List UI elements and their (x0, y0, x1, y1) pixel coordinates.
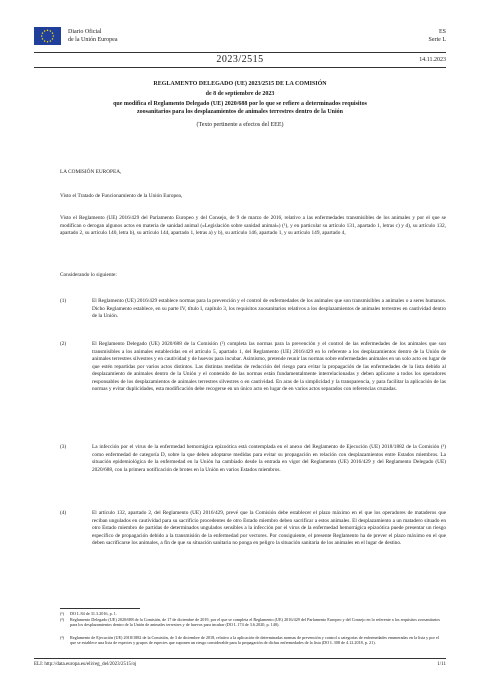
regulation-subject-line2: zoosanitarios para los desplazamientos de animales terrestres dentro de la Unión (137, 109, 343, 115)
journal-name-line2: de la Unión Europea (68, 37, 118, 43)
recital-text: El Reglamento Delegado (UE) 2020/688 de la Comisión (²) completa las normas para la prevención y el control de las enfermedades de los animales que son transmisibles a los animales establecidas en el artículo 5, apartado 1, del Reglamento (UE) 2016/429 en lo referente a los desplazamientos dentro de la Unión de animales terrestres silvestres y en cautividad y de huevos para incubar. Asimismo, pretende reunir las normas sobre enfermedades animales en un solo acto en lugar de que estén repartidas por varios actos distintos. Las distintas medidas de reducción del riesgo para evitar la propagación de las enfermedades de la lista debido al desplazamiento de animales dentro de la Unión y el contenido de las normas están fundamentalmente interrelacionadas y deben aplicarse a todos los operadores responsables de los desplazamientos de animales terrestres silvestres o en cautividad. En aras de la simplicidad y la transparencia, y para facilitar la aplicación de las normas y evitar duplicidades, esta modificación debe recogerse en un único acto en lugar de en varios actos separados con referencias cruzadas. (92, 341, 446, 392)
eu-flag-icon (34, 27, 61, 45)
regulation-date: de 8 de septiembre de 2023 (205, 91, 275, 97)
journal-name-line1: Diario Oficial (68, 29, 102, 35)
title-rule (34, 67, 446, 68)
document-number: 2023/2515 (216, 54, 264, 65)
eee-note: (Texto pertinente a efectos del EEE) (196, 122, 284, 128)
journal-name (68, 28, 117, 44)
footnote-text: Reglamento Delegado (UE) 2020/688 de la Comisión, de 17 de diciembre de 2019, por el que se completa el Reglamento (UE) 2016/429 del Parlamento Europeo y del Consejo en lo referente a los requisitos zoosanitarios para los desplazamientos dentro de la Unión de animales terrestres y de huevos para incubar (DO L 174 de 3.6.2020, p. 140). (70, 617, 441, 628)
publication-date: 14.11.2023 (419, 57, 446, 63)
journal-series (429, 28, 447, 44)
footnote-text: Reglamento de Ejecución (UE) 2018/1882 de la Comisión, de 3 de diciembre de 2018, relativo a la aplicación de determinadas normas de prevención y control a categorías de enfermedades enumeradas en la lista y por el que se establece una lista de especies y grupos de especies que suponen un riesgo considerable para la propagación de dichas enfermedades de la lista (DO L 308 de 4.12.2018, p. 21). (70, 635, 439, 646)
language-code: ES (438, 29, 446, 35)
recital-text: El artículo 132, apartado 2, del Reglamento (UE) 2016/429, prevé que la Comisión debe establecer el plazo máximo en el que los operadores de mataderos que reciban ungulados en cautividad para su sacrificio procedentes de otro Estado miembro deben sacrificar a estos animales. El desplazamiento a un matadero situado en otro Estado miembro de partidas de determinados ungulados sensibles a la infección por el virus de la enfermedad hemorrágica epizoótica puede presentar un riesgo específico de propagación debido a la transmisión de la enfermedad por vectores. Por consiguiente, el presente Reglamento ha de prever el plazo máximo en el que deben sacrificarse los animales, a fin de que su situación sanitaria no ponga en peligro la situación sanitaria de los animales en el lugar de destino. (92, 510, 446, 546)
footnote-mark: (³) (60, 635, 65, 640)
regulation-title: REGLAMENTO DELEGADO (UE) 2023/2515 DE LA COMISIÓN (153, 81, 327, 87)
recital-number: (2) (60, 341, 67, 347)
footnote (60, 617, 446, 627)
whereas-intro: Considerando lo siguiente: (60, 272, 117, 278)
legal-basis-treaty: Visto el Tratado de Funcionamiento de la Unión Europea, (60, 193, 183, 199)
eli-link[interactable]: ELI: http://data.europa.eu/eli/reg_del/2023/2515/oj (34, 662, 137, 667)
recital-number: (3) (60, 444, 67, 450)
recital-text: La infección por el virus de la enfermedad hemorrágica epizoótica está contemplada en el anexo del Reglamento de Ejecución (UE) 2018/1882 de la Comisión (³) como enfermedad de categoría D, sobre la que deben adoptarse medidas para evitar su propagación en relación con desplazamientos entre Estados miembros. La situación epidemiológica de la enfermedad en la Unión ha cambiado desde la entrada en vigor del Reglamento (UE) 2016/429 y del Reglamento Delegado (UE) 2020/688, con la primera notificación de brotes en la Unión en varios Estados miembros. (92, 444, 446, 473)
series-label: Serie L (428, 37, 446, 43)
footnote-separator (60, 608, 140, 609)
recital-number: (1) (60, 298, 67, 304)
footnote-mark: (¹) (60, 611, 65, 616)
recital-text: El Reglamento (UE) 2016/429 establece normas para la prevención y el control de enfermedades de los animales que son transmisibles a animales o a seres humanos. Dicho Reglamento establece, en su parte IV, título I, capítulo 3, los requisitos zoosanitarios relativos a los desplazamientos de animales terrestres en cautividad dentro de la Unión. (92, 298, 446, 319)
header-rule (34, 52, 446, 53)
footer-rule (34, 658, 446, 659)
page-number: 1/11 (437, 662, 446, 667)
footnote (60, 611, 446, 616)
footnote (60, 635, 446, 645)
journal-header (34, 27, 446, 51)
commission-heading: LA COMISIÓN EUROPEA, (60, 169, 122, 175)
footnote-text: DO L 84 de 31.3.2016, p. 1. (70, 611, 117, 616)
footnote-mark: (²) (60, 617, 65, 622)
regulation-subject-line1: que modifica el Reglamento Delegado (UE) 2020/688 por lo que se refiere a determinados requisitos (113, 101, 367, 107)
recital-number: (4) (60, 510, 67, 516)
legal-basis-regulation: Visto el Reglamento (UE) 2016/429 del Parlamento Europeo y del Consejo, de 9 de marzo de 2016, relativo a las enfermedades transmisibles de los animales y por el que se modifican o derogan algunos actos en materia de sanidad animal («Legislación sobre sanidad animal») (¹), y en particular su artículo 131, apartado 1, letras c) y d), su artículo 132, apartado 2, su artículo 140, letra b), su artículo 144, apartado 1, letras a) y b), su artículo 146, apartado 1, y su artículo 149, apartado 4, (60, 215, 446, 236)
